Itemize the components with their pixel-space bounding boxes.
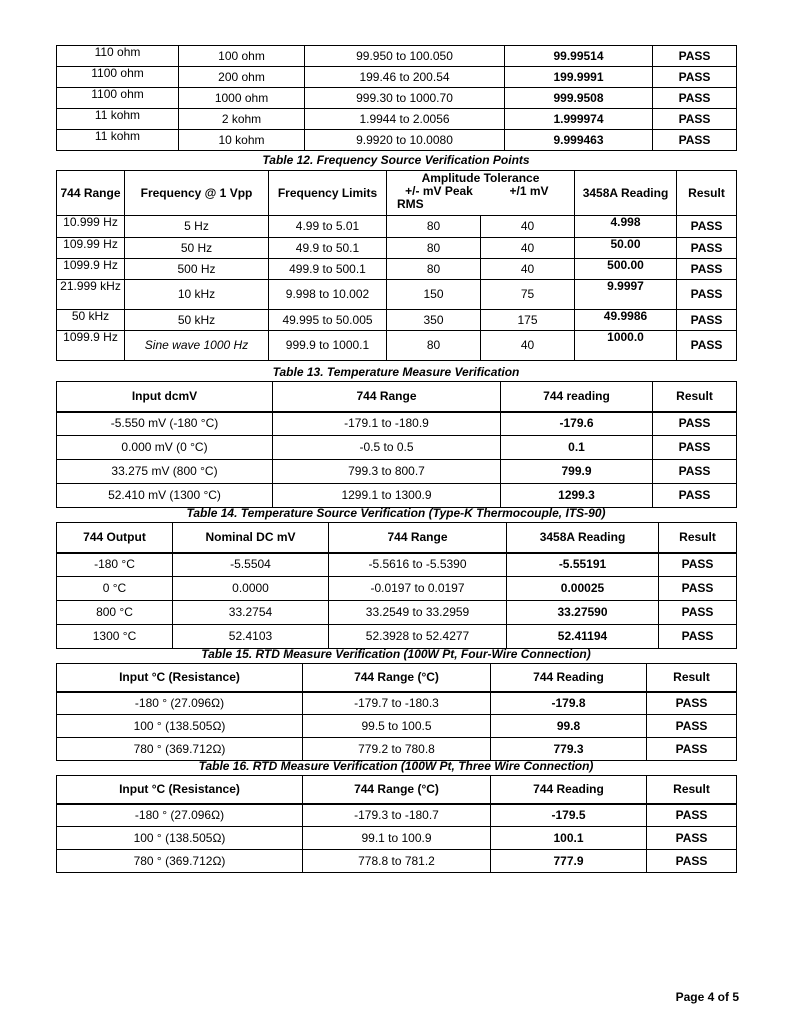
page-word: Page xyxy=(675,990,705,1004)
table-cell: 99.950 to 100.050 xyxy=(305,46,505,67)
table-cell: -179.8 xyxy=(491,692,647,715)
table-cell: 50 Hz xyxy=(125,238,269,259)
table-row xyxy=(57,827,737,850)
table-cell: PASS xyxy=(659,577,737,601)
t13-header-input: Input dcmV xyxy=(57,382,273,412)
table-cell: PASS xyxy=(677,310,737,331)
table-cell: 49.9 to 50.1 xyxy=(269,238,387,259)
table-cell: PASS xyxy=(647,692,737,715)
t15-header-range: 744 Range (°C) xyxy=(303,664,491,692)
table-row xyxy=(57,331,737,361)
table-row xyxy=(57,553,737,577)
table-row xyxy=(57,259,737,280)
t12-header-rms: RMS xyxy=(397,197,424,211)
table-cell: PASS xyxy=(653,460,737,484)
table13-caption: Table 13. Temperature Measure Verification xyxy=(272,365,520,379)
t14-header-reading: 3458A Reading xyxy=(507,523,659,553)
table-cell: 9.999463 xyxy=(505,130,653,151)
table-cell: 0.000 mV (0 °C) xyxy=(57,436,273,460)
table-cell: -179.3 to -180.7 xyxy=(303,804,491,827)
table-cell: PASS xyxy=(677,259,737,280)
table-cell: -0.5 to 0.5 xyxy=(273,436,501,460)
table-cell: PASS xyxy=(677,331,737,361)
table-cell: 999.9508 xyxy=(505,88,653,109)
table-cell: 11 kohm xyxy=(57,109,179,130)
table-cell: 150 xyxy=(387,280,481,310)
table-cell: PASS xyxy=(653,88,737,109)
table-row xyxy=(57,109,737,130)
table-cell: PASS xyxy=(659,625,737,649)
t12-header-frequency: Frequency @ 1 Vpp xyxy=(125,171,269,216)
table-cell: Sine wave 1000 Hz xyxy=(125,331,269,361)
table-cell: -180 ° (27.096Ω) xyxy=(57,692,303,715)
table-cell: 1000.0 xyxy=(575,331,677,361)
table-cell: 800 °C xyxy=(57,601,173,625)
table-cell: 80 xyxy=(387,238,481,259)
table-cell: 175 xyxy=(481,310,575,331)
table-cell: 80 xyxy=(387,216,481,238)
table-cell: 0.1 xyxy=(501,436,653,460)
table-row xyxy=(57,88,737,109)
table-cell: 110 ohm xyxy=(57,46,179,67)
table-row xyxy=(57,715,737,738)
table-cell: 99.8 xyxy=(491,715,647,738)
table-cell: 50 kHz xyxy=(57,310,125,331)
t15-header-reading: 744 Reading xyxy=(491,664,647,692)
table15-rtd-four-wire xyxy=(56,663,737,761)
table-cell: PASS xyxy=(647,827,737,850)
table-cell: PASS xyxy=(677,238,737,259)
table-cell: 40 xyxy=(481,216,575,238)
table-cell: 799.9 xyxy=(501,460,653,484)
t12-header-amplitude: Amplitude Tolerance +/- mV Peak +/1 mV RMS xyxy=(387,171,575,216)
table13-temperature-measure xyxy=(56,381,737,508)
table-cell: 500.00 xyxy=(575,259,677,280)
table-cell: PASS xyxy=(653,130,737,151)
table-cell: 11 kohm xyxy=(57,130,179,151)
resistance-table xyxy=(56,45,737,151)
table-cell: 779.2 to 780.8 xyxy=(303,738,491,761)
table-cell: 1.9944 to 2.0056 xyxy=(305,109,505,130)
table-cell: 10 kohm xyxy=(179,130,305,151)
table14-temperature-source xyxy=(56,522,737,649)
table-cell: 5 Hz xyxy=(125,216,269,238)
table-cell: PASS xyxy=(653,484,737,508)
table15-caption: Table 15. RTD Measure Verification (100W Pt, Four-Wire Connection) xyxy=(201,647,591,661)
table-cell: 500 Hz xyxy=(125,259,269,280)
table-cell: 33.27590 xyxy=(507,601,659,625)
table-cell: 10 kHz xyxy=(125,280,269,310)
table-row xyxy=(57,46,737,67)
table-cell: PASS xyxy=(653,67,737,88)
t15-header-result: Result xyxy=(647,664,737,692)
table-cell: 99.99514 xyxy=(505,46,653,67)
table-cell: 10.999 Hz xyxy=(57,216,125,238)
table-cell: 40 xyxy=(481,331,575,361)
t12-header-reading: 3458A Reading xyxy=(575,171,677,216)
t14-header-result: Result xyxy=(659,523,737,553)
t15-header-input: Input °C (Resistance) xyxy=(57,664,303,692)
page-footer xyxy=(676,990,739,1004)
table-cell: 9.9997 xyxy=(575,280,677,310)
t13-header-reading: 744 reading xyxy=(501,382,653,412)
table-cell: -0.0197 to 0.0197 xyxy=(329,577,507,601)
table-cell: 199.46 to 200.54 xyxy=(305,67,505,88)
table-cell: PASS xyxy=(647,804,737,827)
table-cell: -179.5 xyxy=(491,804,647,827)
table-cell: 2 kohm xyxy=(179,109,305,130)
table-row xyxy=(57,130,737,151)
t13-header-result: Result xyxy=(653,382,737,412)
t12-header-mv-peak: +/- mV Peak xyxy=(405,184,473,198)
table-cell: 350 xyxy=(387,310,481,331)
table-cell: 1000 ohm xyxy=(179,88,305,109)
table-cell: 100.1 xyxy=(491,827,647,850)
t16-header-reading: 744 Reading xyxy=(491,776,647,804)
table-cell: 780 ° (369.712Ω) xyxy=(57,738,303,761)
table-cell: 999.9 to 1000.1 xyxy=(269,331,387,361)
table-cell: 4.998 xyxy=(575,216,677,238)
table-cell: 780 ° (369.712Ω) xyxy=(57,850,303,873)
table-row xyxy=(57,738,737,761)
table-row xyxy=(57,412,737,436)
table-cell: -180 ° (27.096Ω) xyxy=(57,804,303,827)
table-cell: 1100 ohm xyxy=(57,67,179,88)
table-cell: 1099.9 Hz xyxy=(57,259,125,280)
table-cell: -5.5504 xyxy=(173,553,329,577)
table-cell: 1300 °C xyxy=(57,625,173,649)
table-cell: PASS xyxy=(653,412,737,436)
table-row xyxy=(57,238,737,259)
table-cell: 1.999974 xyxy=(505,109,653,130)
table-cell: -179.7 to -180.3 xyxy=(303,692,491,715)
table-row xyxy=(57,625,737,649)
table-cell: 33.2549 to 33.2959 xyxy=(329,601,507,625)
t14-header-output: 744 Output xyxy=(57,523,173,553)
t16-header-result: Result xyxy=(647,776,737,804)
table-cell: PASS xyxy=(653,46,737,67)
table-row xyxy=(57,577,737,601)
table-cell: 80 xyxy=(387,259,481,280)
t13-header-range: 744 Range xyxy=(273,382,501,412)
table-cell: 99.5 to 100.5 xyxy=(303,715,491,738)
table-cell: 109.99 Hz xyxy=(57,238,125,259)
table16-rtd-three-wire xyxy=(56,775,737,873)
table-cell: PASS xyxy=(677,280,737,310)
t12-header-limits: Frequency Limits xyxy=(269,171,387,216)
table-cell: PASS xyxy=(653,109,737,130)
table-cell: -179.1 to -180.9 xyxy=(273,412,501,436)
table-cell: 52.410 mV (1300 °C) xyxy=(57,484,273,508)
table-row xyxy=(57,484,737,508)
table-cell: 49.9986 xyxy=(575,310,677,331)
table-cell: 199.9991 xyxy=(505,67,653,88)
table-cell: 778.8 to 781.2 xyxy=(303,850,491,873)
table16-caption: Table 16. RTD Measure Verification (100W Pt, Three Wire Connection) xyxy=(198,759,594,773)
t14-header-nominal: Nominal DC mV xyxy=(173,523,329,553)
table-row xyxy=(57,67,737,88)
page-total: 5 xyxy=(732,990,739,1004)
table-row xyxy=(57,601,737,625)
table-cell: -5.5616 to -5.5390 xyxy=(329,553,507,577)
table-cell: 52.41194 xyxy=(507,625,659,649)
table-cell: 1299.1 to 1300.9 xyxy=(273,484,501,508)
t12-header-range: 744 Range xyxy=(57,171,125,216)
table-cell: 100 ° (138.505Ω) xyxy=(57,715,303,738)
table-cell: 0.0000 xyxy=(173,577,329,601)
table-row xyxy=(57,850,737,873)
table-cell: 52.4103 xyxy=(173,625,329,649)
table14-caption: Table 14. Temperature Source Verification (Type-K Thermocouple, ITS-90) xyxy=(186,506,606,520)
table-cell: 33.275 mV (800 °C) xyxy=(57,460,273,484)
page-number: 4 xyxy=(707,990,715,1004)
table-cell: 777.9 xyxy=(491,850,647,873)
table-cell: 1099.9 Hz xyxy=(57,331,125,361)
table-cell: 9.9920 to 10.0080 xyxy=(305,130,505,151)
table-cell: -179.6 xyxy=(501,412,653,436)
table-cell: 33.2754 xyxy=(173,601,329,625)
table-cell: 100 ° (138.505Ω) xyxy=(57,827,303,850)
table-cell: 80 xyxy=(387,331,481,361)
table-row xyxy=(57,692,737,715)
table-cell: -5.55191 xyxy=(507,553,659,577)
table-cell: 0.00025 xyxy=(507,577,659,601)
table-cell: -5.550 mV (-180 °C) xyxy=(57,412,273,436)
table-cell: 40 xyxy=(481,259,575,280)
table-cell: PASS xyxy=(677,216,737,238)
table-cell: 1100 ohm xyxy=(57,88,179,109)
table-cell: 50.00 xyxy=(575,238,677,259)
table-row xyxy=(57,280,737,310)
table-cell: 200 ohm xyxy=(179,67,305,88)
table-cell: -180 °C xyxy=(57,553,173,577)
table-cell: 100 ohm xyxy=(179,46,305,67)
table-cell: 799.3 to 800.7 xyxy=(273,460,501,484)
table-cell: PASS xyxy=(647,738,737,761)
table-cell: PASS xyxy=(659,553,737,577)
table-cell: 99.1 to 100.9 xyxy=(303,827,491,850)
t12-header-1mv: +/1 mV xyxy=(509,184,549,198)
table-cell: 75 xyxy=(481,280,575,310)
table-cell: 779.3 xyxy=(491,738,647,761)
table-row xyxy=(57,460,737,484)
table-cell: 21.999 kHz xyxy=(57,280,125,310)
t14-header-range: 744 Range xyxy=(329,523,507,553)
table-cell: 4.99 to 5.01 xyxy=(269,216,387,238)
table-row xyxy=(57,216,737,238)
table-cell: 40 xyxy=(481,238,575,259)
table-cell: PASS xyxy=(647,715,737,738)
table-row xyxy=(57,436,737,460)
table-cell: PASS xyxy=(653,436,737,460)
t16-header-range: 744 Range (°C) xyxy=(303,776,491,804)
table-row xyxy=(57,310,737,331)
table-cell: 0 °C xyxy=(57,577,173,601)
t12-header-result: Result xyxy=(677,171,737,216)
t16-header-input: Input °C (Resistance) xyxy=(57,776,303,804)
table-cell: 1299.3 xyxy=(501,484,653,508)
table-cell: 999.30 to 1000.70 xyxy=(305,88,505,109)
table12-frequency-source xyxy=(56,170,737,361)
table-cell: 499.9 to 500.1 xyxy=(269,259,387,280)
table-cell: 49.995 to 50.005 xyxy=(269,310,387,331)
table-cell: PASS xyxy=(659,601,737,625)
table-cell: 50 kHz xyxy=(125,310,269,331)
table-cell: 52.3928 to 52.4277 xyxy=(329,625,507,649)
table-row xyxy=(57,804,737,827)
table-cell: 9.998 to 10.002 xyxy=(269,280,387,310)
table12-caption: Table 12. Frequency Source Verification Points xyxy=(262,153,530,167)
of-word: of xyxy=(717,990,729,1004)
table-cell: PASS xyxy=(647,850,737,873)
